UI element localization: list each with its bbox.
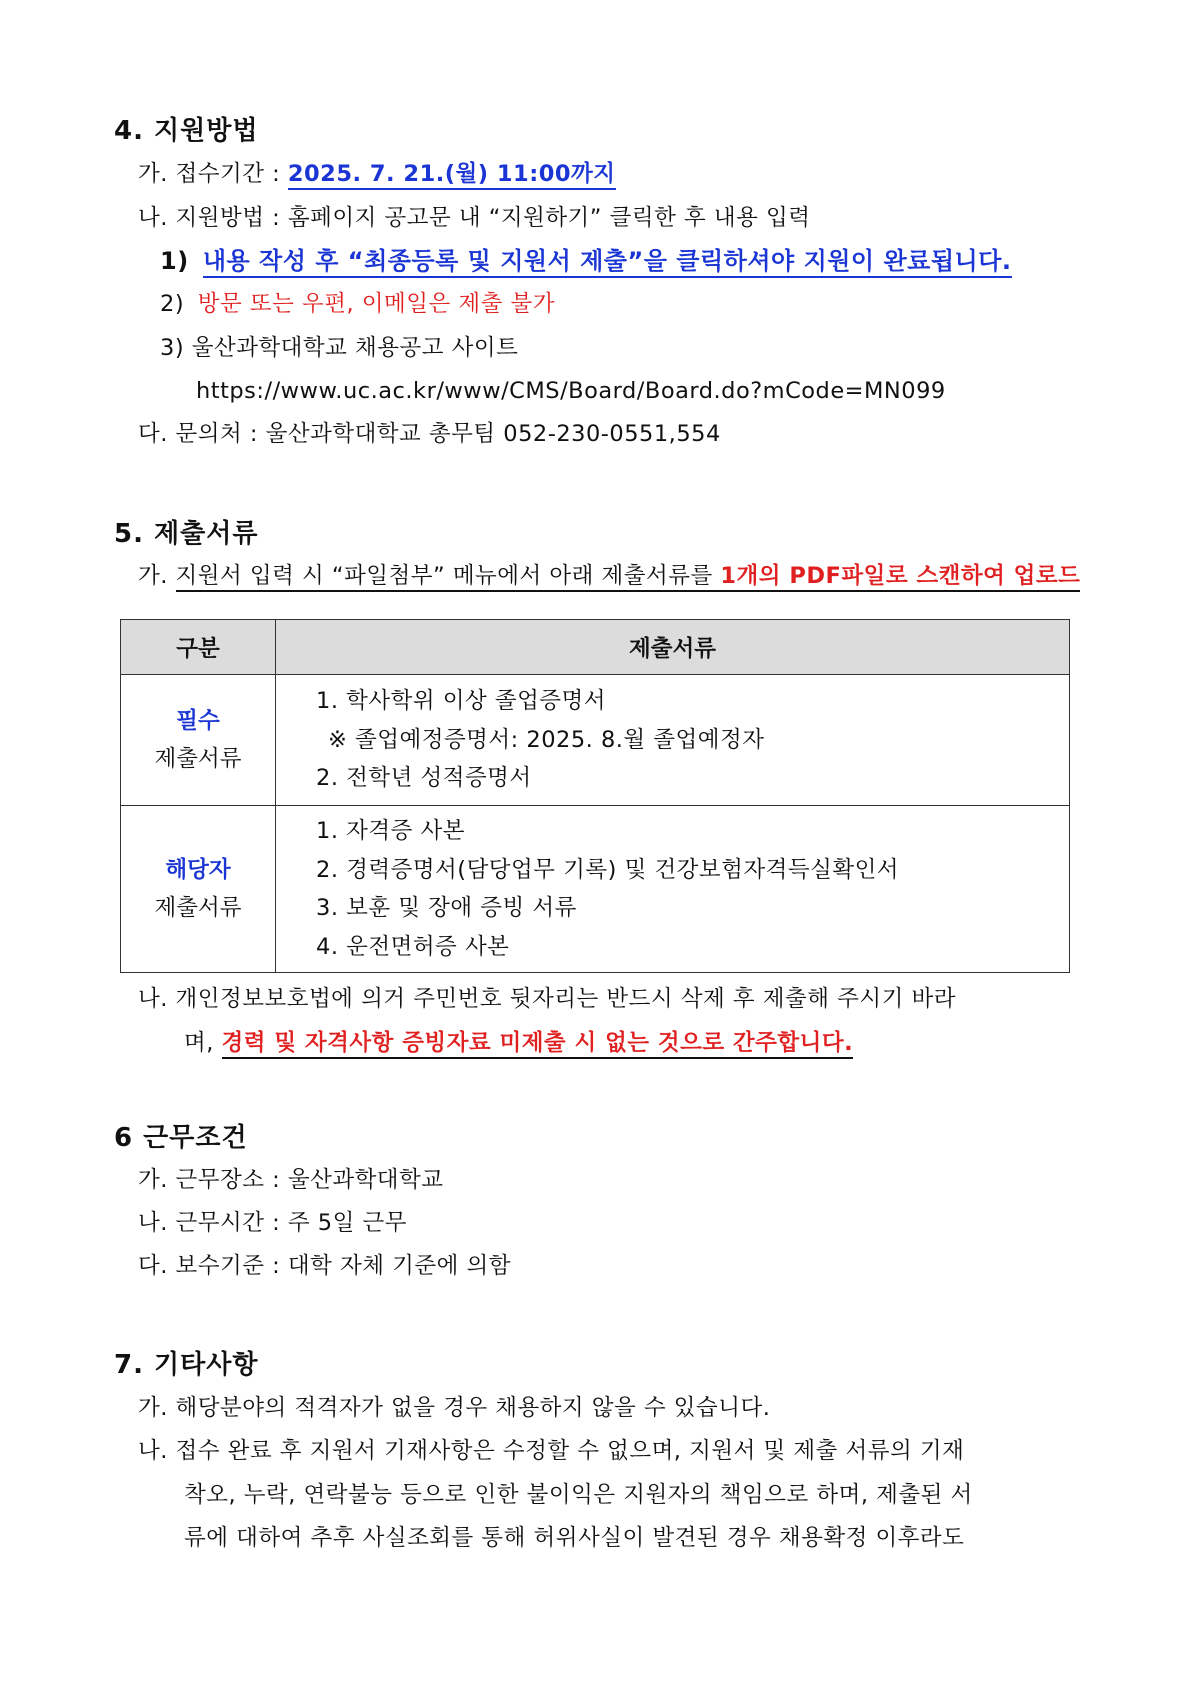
documents-instruction-highlight: 1개의 PDF파일로 스캔하여 업로드: [720, 563, 1081, 589]
section-7-heading: 7. 기타사항: [114, 1350, 259, 1380]
method-item-1: [160, 246, 1012, 276]
row-category: [121, 675, 276, 806]
documents-instruction-text: [176, 563, 1081, 592]
privacy-notice-highlight: 경력 및 자격사항 증빙자료 미제출 시 없는 것으로 간주합니다.: [222, 1030, 854, 1059]
document-item: 3. 보훈 및 장애 증빙 서류: [316, 895, 577, 921]
method-item-1-text: 내용 작성 후 “최종등록 및 지원서 제출”을 클릭하셔야 지원이 완료됩니다.: [203, 247, 1012, 278]
category-title: 필수: [176, 708, 220, 734]
category-subtitle: 제출서류: [154, 746, 242, 772]
category-title: 해당자: [165, 857, 231, 883]
table-header-documents: 제출서류: [276, 620, 1070, 675]
document-item: 2. 경력증명서(담당업무 기록) 및 건강보험자격득실확인서: [316, 856, 900, 883]
document-item-note: ※ 졸업예정증명서: 2025. 8.월 졸업예정자: [328, 726, 765, 753]
privacy-notice-prefix: 며,: [184, 1030, 222, 1056]
table-header-row: [121, 620, 1070, 675]
other-item-na-line-3: 류에 대하여 추후 사실조회를 통해 허위사실이 발견된 경우 채용확정 이후라도: [184, 1525, 965, 1551]
other-item-ga: 가. 해당분야의 적격자가 없을 경우 채용하지 않을 수 있습니다.: [138, 1395, 771, 1421]
documents-instruction-prefix: 가.: [138, 563, 176, 589]
documents-instruction-line: [138, 561, 1080, 591]
method-item-1-number: 1): [160, 247, 189, 275]
salary-standard-line: 다. 보수기준 : 대학 자체 기준에 의함: [138, 1253, 511, 1279]
work-location-line: 가. 근무장소 : 울산과학대학교: [138, 1167, 444, 1193]
work-hours-line: 나. 근무시간 : 주 5일 근무: [138, 1210, 407, 1236]
method-item-2-text: 방문 또는 우편, 이메일은 제출 불가: [197, 291, 555, 317]
application-period-value: 2025. 7. 21.(월) 11:00까지: [288, 161, 616, 190]
category-subtitle: 제출서류: [154, 895, 242, 921]
document-item: 2. 전학년 성적증명서: [316, 765, 532, 792]
documents-table: [120, 619, 1070, 973]
table-header-category: 구분: [121, 620, 276, 675]
section-4-heading: 4. 지원방법: [114, 116, 259, 146]
privacy-notice-line-2: [184, 1028, 853, 1058]
other-item-na-line-1: 나. 접수 완료 후 지원서 기재사항은 수정할 수 없으며, 지원서 및 제출 서류의 기재: [138, 1438, 965, 1464]
application-period-line: [138, 159, 616, 189]
privacy-notice-line-1: 나. 개인정보보호법에 의거 주민번호 뒷자리는 반드시 삭제 후 제출해 주시기 바라: [138, 986, 956, 1012]
document-item: 4. 운전면허증 사본: [316, 933, 510, 960]
contact-line: 다. 문의처 : 울산과학대학교 총무팀 052-230-0551,554: [138, 421, 721, 447]
document-item: 1. 학사학위 이상 졸업증명서: [316, 688, 607, 715]
table-row: [121, 675, 1070, 806]
section-6-heading: 6 근무조건: [114, 1123, 248, 1153]
application-period-label: 가. 접수기간 :: [138, 161, 288, 187]
row-category: [121, 806, 276, 973]
method-item-2-number: 2): [160, 291, 185, 317]
application-method-line: 나. 지원방법 : 홈페이지 공고문 내 “지원하기” 클릭한 후 내용 입력: [138, 205, 811, 231]
table-row: [121, 806, 1070, 973]
method-item-2: [160, 289, 555, 319]
section-5-heading: 5. 제출서류: [114, 519, 259, 549]
recruitment-site-url: https://www.uc.ac.kr/www/CMS/Board/Board.do?mCode=MN099: [196, 378, 946, 404]
document-item: 1. 자격증 사본: [316, 818, 465, 844]
documents-instruction-body: 지원서 입력 시 “파일첨부” 메뉴에서 아래 제출서류를: [175, 563, 721, 589]
row-documents: [276, 675, 1070, 806]
other-item-na-line-2: 착오, 누락, 연락불능 등으로 인한 불이익은 지원자의 책임으로 하며, 제출된 서: [184, 1482, 973, 1508]
method-item-3: 3) 울산과학대학교 채용공고 사이트: [160, 335, 519, 361]
row-documents: [276, 806, 1070, 973]
